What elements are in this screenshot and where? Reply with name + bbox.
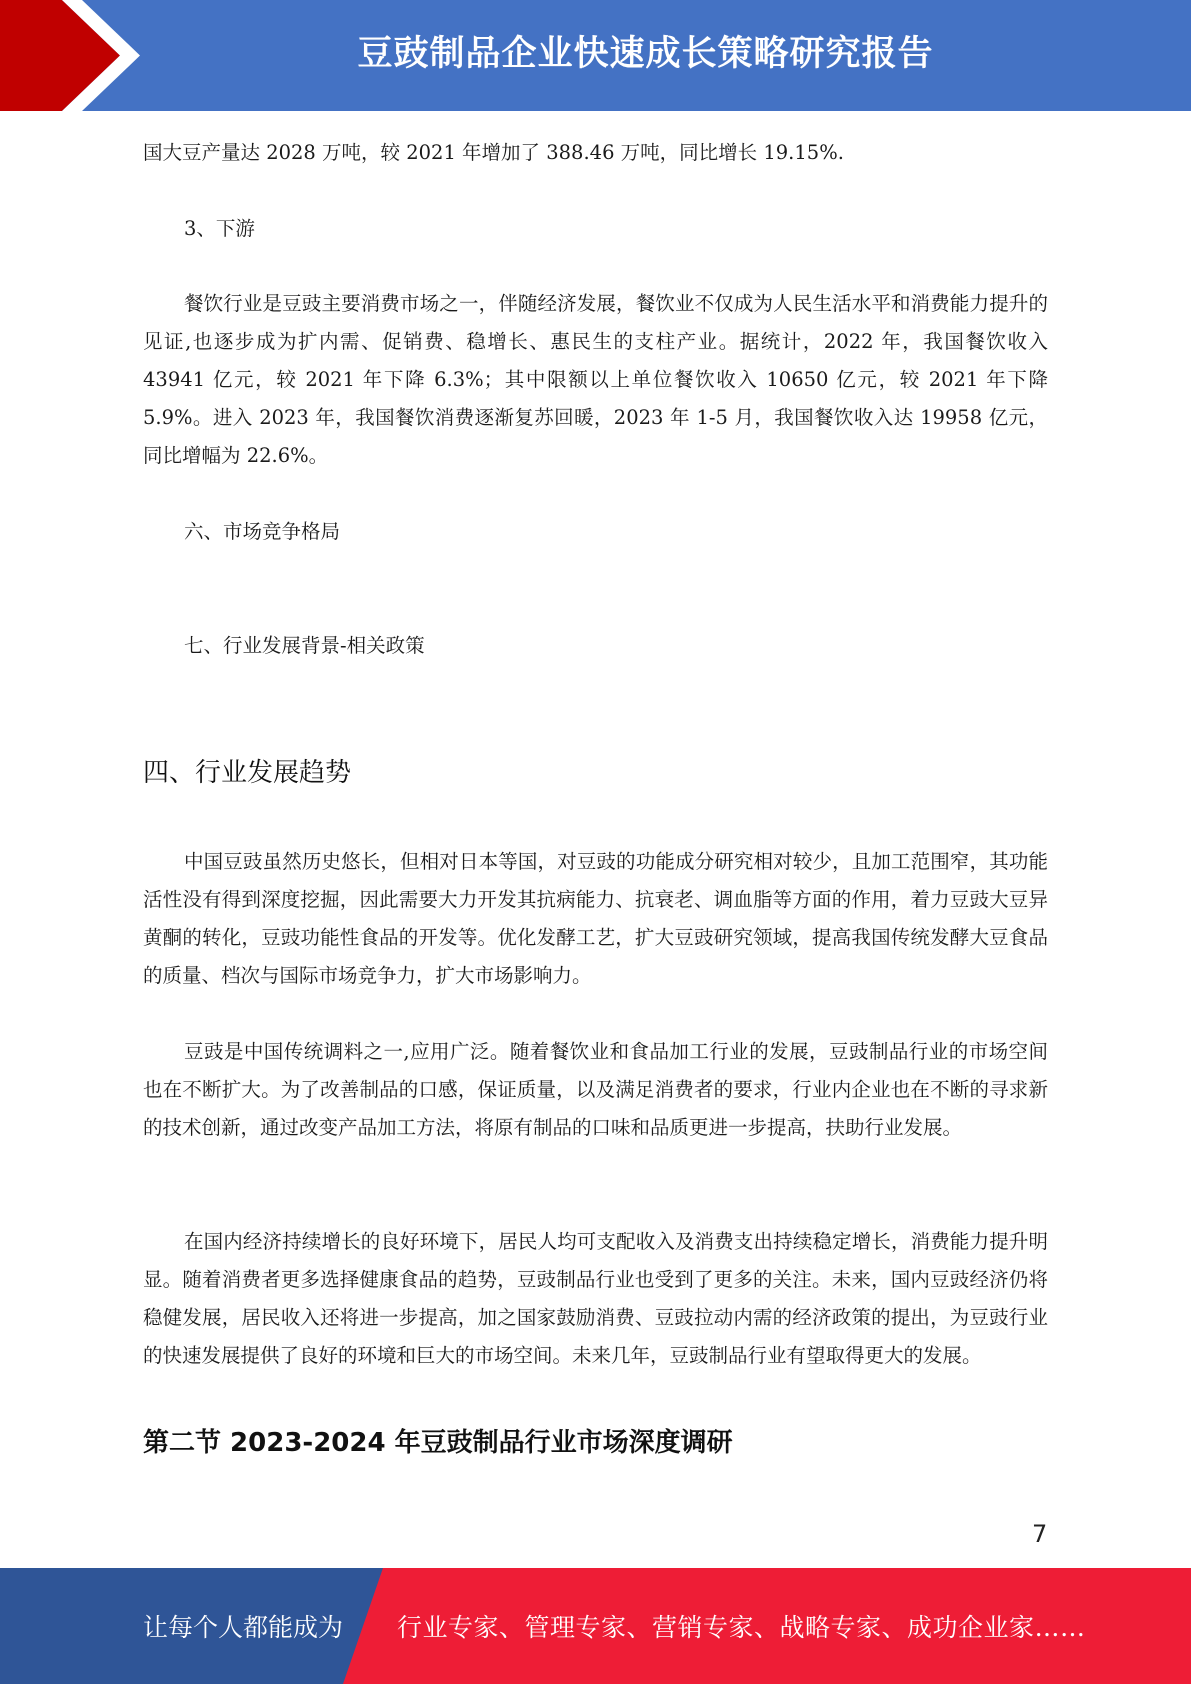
paragraph-trend-2: 豆豉是中国传统调料之一,应用广泛。随着餐饮业和食品加工行业的发展，豆豉制品行业的市场空间也在不断扩大。为了改善制品的口感，保证质量，以及满足消费者的要求，行业内企业也在不断的寻求新的技术创新，通过改变产品加工方法，将原有制品的口味和品质更进一步提高，扶助行业发展。 [143,1040,1048,1139]
subheading-competition: 六、市场竞争格局 [184,520,341,543]
heading-industry-trends: 四、行业发展趋势 [143,758,352,788]
heading-section-2: 第二节 2023-2024 年豆豉制品行业市场深度调研 [143,1428,733,1458]
page-footer [0,1568,1191,1684]
paragraph-continued: 国大豆产量达 2028 万吨，较 2021 年增加了 388.46 万吨，同比增长 19.15%. [143,141,844,164]
report-title: 豆豉制品企业快速成长策略研究报告 [357,34,934,74]
footer-slogan-right: 行业专家、管理专家、营销专家、战略专家、成功企业家…… [397,1613,1086,1642]
subheading-downstream: 3、下游 [184,217,255,240]
paragraph-trend-1: 中国豆豉虽然历史悠长，但相对日本等国，对豆豉的功能成分研究相对较少，且加工范围窄，其功能活性没有得到深度挖掘，因此需要大力开发其抗病能力、抗衰老、调血脂等方面的作用，着力豆豉大豆异黄酮的转化，豆豉功能性食品的开发等。优化发酵工艺，扩大豆豉研究领域，提高我国传统发酵大豆食品的质量、档次与国际市场竞争力，扩大市场影响力。 [143,850,1048,987]
footer-slogan-left: 让每个人都能成为 [143,1613,344,1642]
paragraph-catering: 餐饮行业是豆豉主要消费市场之一，伴随经济发展，餐饮业不仅成为人民生活水平和消费能力提升的见证,也逐步成为扩内需、促销费、稳增长、惠民生的支柱产业。据统计，2022 年，我国餐饮收入 43941 亿元，较 2021 年下降 6.3%；其中限额以上单位餐饮收入 10650 亿元，较 2021 年下降 5.9%。进入 2023 年，我国餐饮消费逐渐复苏回暖，2023 年 1-5 月，我国餐饮收入达 19958 亿元，同比增幅为 22.6%。 [143,292,1048,467]
paragraph-trend-3: 在国内经济持续增长的良好环境下，居民人均可支配收入及消费支出持续稳定增长，消费能力提升明显。随着消费者更多选择健康食品的趋势，豆豉制品行业也受到了更多的关注。未来，国内豆豉经济仍将稳健发展，居民收入还将进一步提高，加之国家鼓励消费、豆豉拉动内需的经济政策的提出，为豆豉行业的快速发展提供了良好的环境和巨大的市场空间。未来几年，豆豉制品行业有望取得更大的发展。 [143,1230,1048,1367]
subheading-policy: 七、行业发展背景-相关政策 [184,634,425,657]
page-number: 7 [1032,1520,1048,1548]
page-header [0,0,1191,111]
